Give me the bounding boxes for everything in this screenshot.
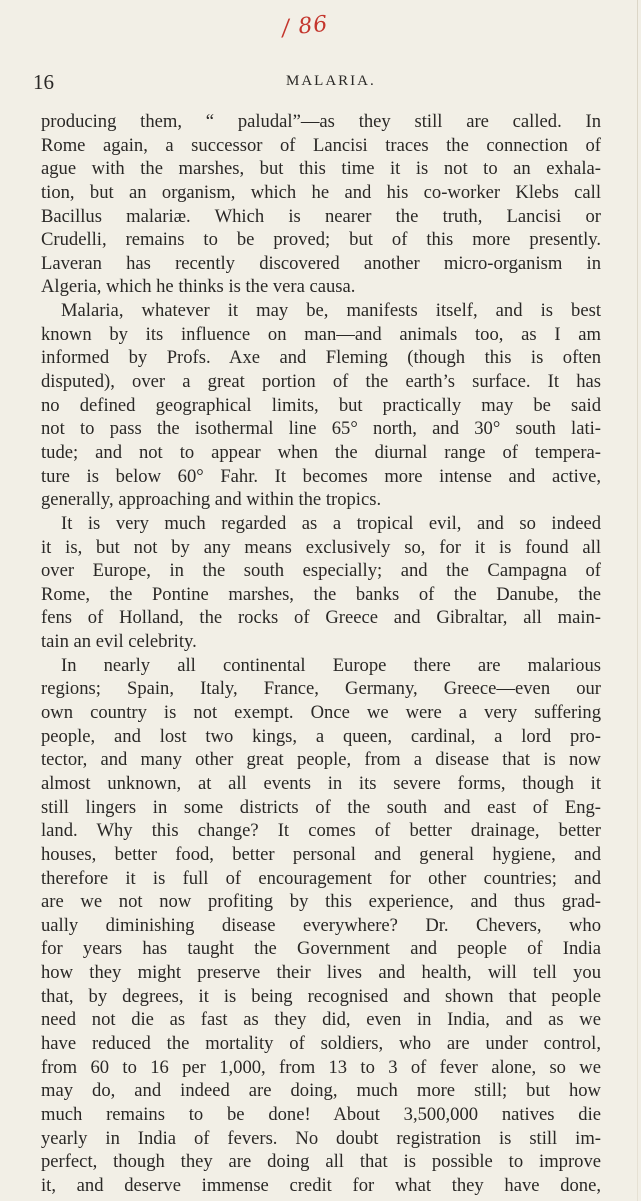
text-line: tector, and many other great people, from a disease that is now bbox=[41, 749, 601, 771]
text-line: therefore it is full of encouragement for other countries; and bbox=[41, 867, 601, 889]
text-line: for years has taught the Government and people of India bbox=[41, 938, 601, 960]
text-line: Malaria, whatever it may be, manifests itself, and is best bbox=[61, 300, 601, 322]
text-line: generally, approaching and within the tropics. bbox=[41, 489, 382, 511]
text-line: almost unknown, at all events in its severe forms, though it bbox=[41, 772, 601, 794]
text-line: it, and deserve immense credit for what they have done, bbox=[41, 1174, 601, 1196]
text-line: no defined geographical limits, but practically may be said bbox=[41, 394, 601, 416]
text-line: that, by degrees, it is being recognised and shown that people bbox=[41, 985, 601, 1007]
text-line: Laveran has recently discovered another micro-organism in bbox=[41, 252, 601, 274]
text-line: own country is not exempt. Once we were a very suffering bbox=[41, 702, 601, 724]
running-title: MALARIA. bbox=[286, 73, 376, 89]
text-line: perfect, though they are doing all that is possible to improve bbox=[41, 1151, 601, 1173]
text-line: land. Why this change? It comes of better drainage, better bbox=[41, 820, 601, 842]
text-line: fens of Holland, the rocks of Greece and Gibraltar, all main- bbox=[41, 607, 601, 629]
text-line: are we not now profiting by this experience, and thus grad- bbox=[41, 891, 601, 913]
text-line: still lingers in some districts of the south and east of Eng- bbox=[41, 796, 601, 818]
text-line: houses, better food, better personal and general hygiene, and bbox=[41, 843, 601, 865]
text-line: how they might preserve their lives and health, will tell you bbox=[41, 962, 601, 984]
text-line: ture is below 60° Fahr. It becomes more intense and active, bbox=[41, 465, 601, 487]
text-line: much remains to be done! About 3,500,000 natives die bbox=[41, 1103, 601, 1125]
handwritten-annotation: / 86 bbox=[280, 11, 330, 42]
text-line: tude; and not to appear when the diurnal range of tempera- bbox=[41, 441, 601, 463]
text-line: need not die as fast as they did, even in India, and as we bbox=[41, 1009, 601, 1031]
text-line: It is very much regarded as a tropical evil, and so indeed bbox=[61, 512, 601, 534]
text-line: Rome again, a successor of Lancisi traces the connection of bbox=[41, 134, 601, 156]
text-line: Rome, the Pontine marshes, the banks of the Danube, the bbox=[41, 583, 601, 605]
page-number: 16 bbox=[33, 70, 54, 94]
text-line: it is, but not by any means exclusively so, for it is found all bbox=[41, 536, 601, 558]
text-line: ually diminishing disease everywhere? Dr. Chevers, who bbox=[41, 914, 601, 936]
text-line: from 60 to 16 per 1,000, from 13 to 3 of fever alone, so we bbox=[41, 1056, 601, 1078]
text-line: over Europe, in the south especially; and the Campagna of bbox=[41, 560, 601, 582]
text-line: informed by Profs. Axe and Fleming (though this is often bbox=[41, 347, 601, 369]
text-line: yearly in India of fevers. No doubt registration is still im- bbox=[41, 1127, 601, 1149]
text-line: tion, but an organism, which he and his co-worker Klebs call bbox=[41, 181, 601, 203]
page-edge bbox=[637, 0, 638, 1201]
text-line: producing them, “ paludal”—as they still are called. In bbox=[41, 111, 601, 132]
text-line: Algeria, which he thinks is the vera causa. bbox=[41, 276, 356, 298]
text-line: Crudelli, remains to be proved; but of this more presently. bbox=[41, 229, 601, 251]
text-line: In nearly all continental Europe there are malarious bbox=[61, 654, 601, 676]
text-line: disputed), over a great portion of the earth’s surface. It has bbox=[41, 371, 601, 393]
text-line: people, and lost two kings, a queen, cardinal, a lord pro- bbox=[41, 725, 601, 747]
text-line: ague with the marshes, but this time it is not to an exhala- bbox=[41, 158, 601, 180]
text-line: regions; Spain, Italy, France, Germany, Greece—even our bbox=[41, 678, 601, 700]
text-line: known by its influence on man—and animals too, as I am bbox=[41, 323, 601, 345]
text-line: tain an evil celebrity. bbox=[41, 631, 197, 653]
text-line: not to pass the isothermal line 65° north, and 30° south lati- bbox=[41, 418, 601, 440]
text-line: have reduced the mortality of soldiers, who are under control, bbox=[41, 1032, 601, 1054]
body-text bbox=[41, 110, 601, 1197]
text-line: Bacillus malariæ. Which is nearer the truth, Lancisi or bbox=[41, 205, 601, 227]
text-line: may do, and indeed are doing, much more still; but how bbox=[41, 1080, 601, 1102]
